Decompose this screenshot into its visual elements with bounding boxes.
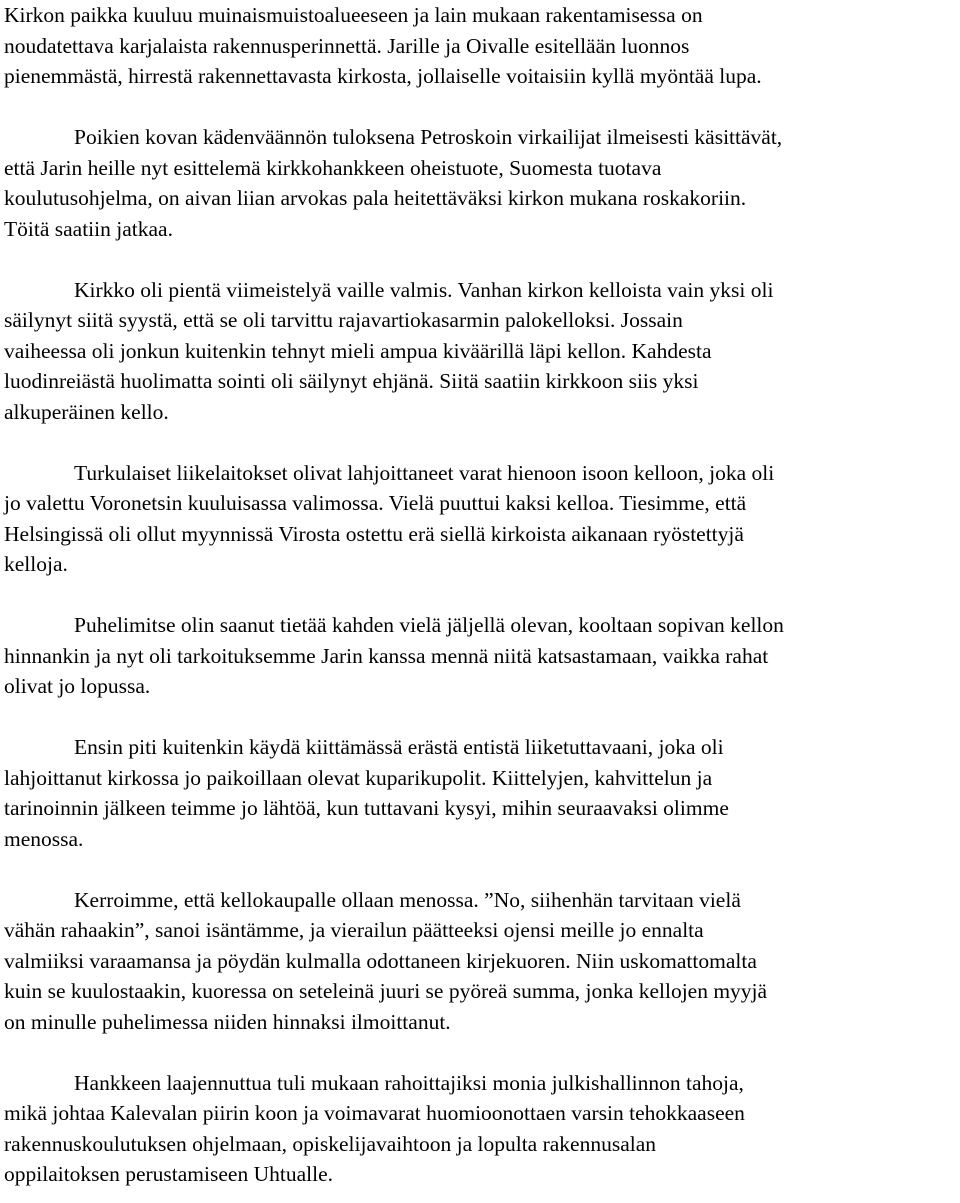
paragraph-5: Puhelimitse olin saanut tietää kahden vielä jäljellä olevan, kooltaan sopivan kellon hinnankin ja nyt oli tarkoituksemme Jarin kanssa mennä niitä katsastamaan, vaikka rahat olivat jo lopussa. (4, 613, 784, 698)
paragraph-2: Poikien kovan kädenväännön tuloksena Petroskoin virkailijat ilmeisesti käsittävät, että Jarin heille nyt esittelemä kirkkohankkeen oheistuote, Suomesta tuotava koulutusohjelma, on aivan liian arvokas pala heitettäväksi kirkon mukana roskakoriin. Töitä saatiin jatkaa. (4, 125, 783, 241)
paragraph-7: Kerroimme, että kellokaupalle ollaan menossa. ”No, siihenhän tarvitaan vielä vähän rahaakin”, sanoi isäntämme, ja vierailun päätteeksi ojensi meille jo ennalta valmiiksi varaamansa ja pöydän kulmalla odottaneen kirjekuoren. Niin uskomattomalta kuin se kuulostaakin, kuoressa on seteleinä juuri se pyöreä summa, jonka kellojen myyjä on minulle puhelimessa niiden hinnaksi ilmoittanut. (4, 887, 768, 1034)
document-body (4, 0, 956, 1190)
paragraph-6: Ensin piti kuitenkin käydä kiittämässä erästä entistä liiketuttavaani, joka oli lahjoittanut kirkossa jo paikoillaan olevat kuparikupolit. Kiittelyjen, kahvittelun ja tarinoinnin jälkeen teimme jo lähtöä, kun tuttavani kysyi, mihin seuraavaksi olimme menossa. (4, 735, 729, 851)
paragraph-3: Kirkko oli pientä viimeistelyä vaille valmis. Vanhan kirkon kelloista vain yksi oli säilynyt siitä syystä, että se oli tarvittu rajavartiokasarmin palokelloksi. Jossain vaiheessa oli jonkun kuitenkin tehnyt mieli ampua kiväärillä läpi kellon. Kahdesta luodinreiästä huolimatta sointi oli säilynyt ehjänä. Siitä saatiin kirkkoon siis yksi alkuperäinen kello. (4, 277, 774, 424)
paragraph-8: Hankkeen laajennuttua tuli mukaan rahoittajiksi monia julkishallinnon tahoja, mikä johtaa Kalevalan piirin koon ja voimavarat huomioonottaen varsin tehokkaaseen rakennuskoulutuksen ohjelmaan, opiskelijavaihtoon ja lopulta rakennusalan oppilaitoksen perustamiseen Uhtualle. (4, 1070, 745, 1186)
paragraph-1: Kirkon paikka kuuluu muinaismuistoalueeseen ja lain mukaan rakentamisessa on noudatettava karjalaista rakennusperinnettä. Jarille ja Oivalle esitellään luonnos pienemmästä, hirrestä rakennettavasta kirkosta, jollaiselle voitaisiin kyllä myöntää lupa. (4, 3, 762, 88)
paragraph-4: Turkulaiset liikelaitokset olivat lahjoittaneet varat hienoon isoon kelloon, joka oli jo valettu Voronetsin kuuluisassa valimossa. Vielä puuttui kaksi kelloa. Tiesimme, että Helsingissä oli ollut myynnissä Virosta ostettu erä siellä kirkoista aikanaan ryöstettyjä kelloja. (4, 460, 775, 576)
